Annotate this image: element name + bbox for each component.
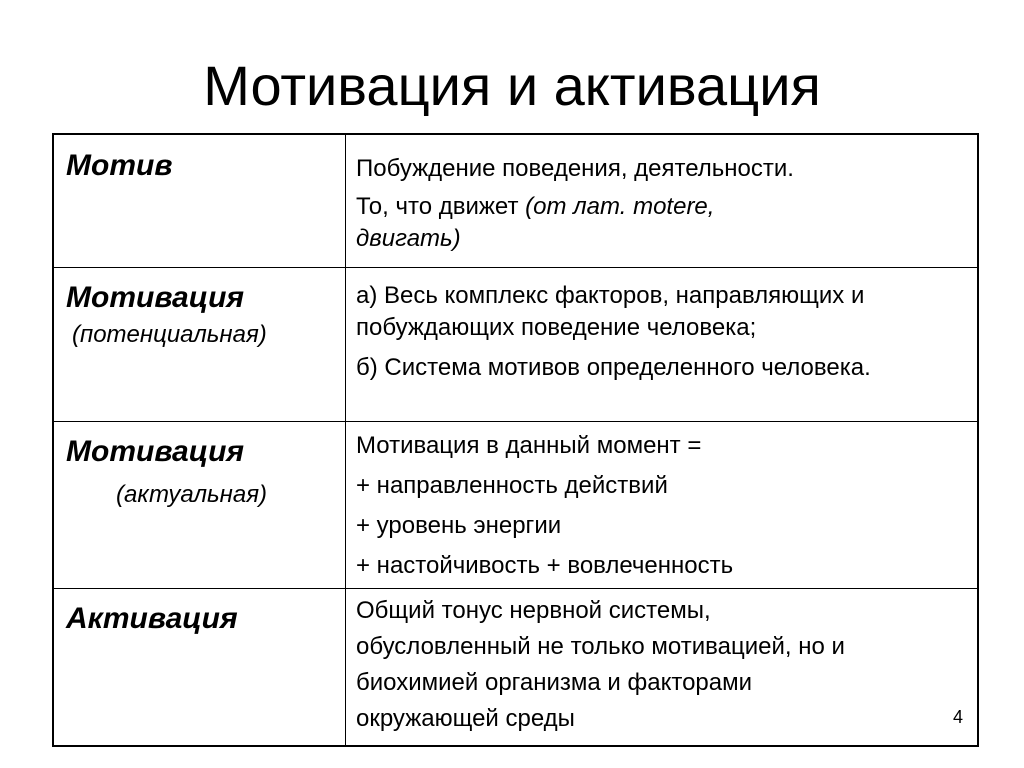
- description-cell: [346, 588, 979, 746]
- description-line: [356, 191, 971, 223]
- description-line: + направленность действий: [356, 471, 668, 499]
- term-qualifier: (актуальная): [116, 480, 268, 508]
- description-cell: [346, 134, 979, 267]
- term-label: Активация: [66, 601, 238, 635]
- description-line: биохимией организма и факторами: [356, 668, 753, 696]
- term-cell: [53, 267, 346, 421]
- description-line: + уровень энергии: [356, 511, 562, 539]
- slide-title: Мотивация и активация: [203, 54, 821, 117]
- description-line: Общий тонус нервной системы,: [356, 596, 711, 624]
- description-line: а) Весь комплекс факторов, направляющих и: [356, 281, 865, 309]
- term-cell: [53, 134, 346, 267]
- table-row: [53, 267, 978, 421]
- description-text: То, что движет: [356, 193, 526, 220]
- description-line: окружающей среды: [356, 704, 575, 732]
- table-row: [53, 588, 978, 746]
- description-line: побуждающих поведение человека;: [356, 313, 757, 341]
- etymology-text: двигать): [356, 225, 461, 252]
- description-cell: [346, 267, 979, 421]
- term-label: Мотив: [66, 149, 173, 182]
- description-line: обусловленный не только мотивацией, но и: [356, 632, 845, 660]
- term-qualifier: (потенциальная): [72, 320, 267, 348]
- etymology-text: (от лат. motere,: [525, 193, 715, 220]
- description-line: Мотивация в данный момент =: [356, 431, 702, 459]
- term-label: Мотивация: [66, 280, 245, 314]
- page-number: 4: [952, 707, 963, 727]
- description-line: Побуждение поведения, деятельности.: [356, 155, 794, 182]
- term-cell: [53, 421, 346, 588]
- description-cell: [346, 421, 979, 588]
- description-line: + настойчивость + вовлеченность: [356, 551, 734, 579]
- table-row: [53, 421, 978, 588]
- description-line: б) Система мотивов определенного человека.: [356, 353, 871, 381]
- table-row: [53, 134, 978, 267]
- term-label: Мотивация: [66, 434, 245, 468]
- definitions-table: [52, 133, 979, 747]
- term-cell: [53, 588, 346, 746]
